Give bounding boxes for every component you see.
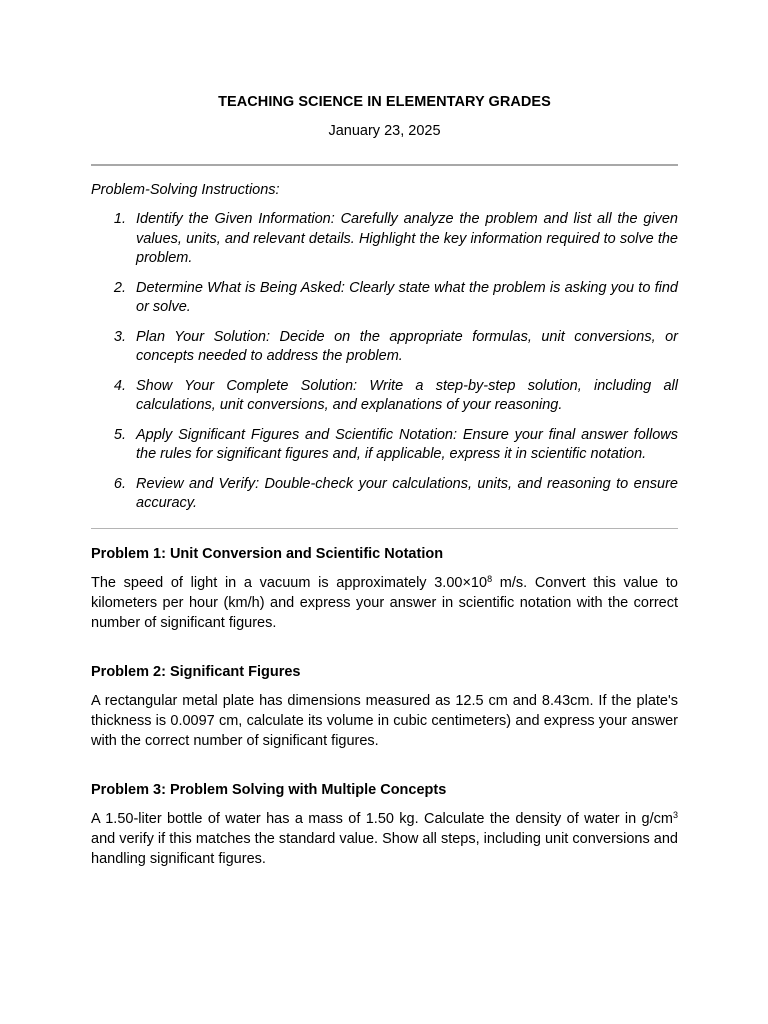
instruction-text: Show Your Complete Solution: Write a step-by-step solution, including all calculations, unit conversions, and explanations of your reasoning. bbox=[136, 377, 678, 413]
instruction-text: Review and Verify: Double-check your calculations, units, and reasoning to ensure accuracy. bbox=[136, 475, 678, 511]
instruction-number: 2. bbox=[113, 279, 126, 296]
instruction-number: 3. bbox=[113, 328, 126, 345]
instruction-number: 4. bbox=[113, 377, 126, 394]
exponent: 8 bbox=[487, 573, 493, 584]
instructions-heading: Problem-Solving Instructions: bbox=[91, 182, 280, 198]
exponent: 3 bbox=[672, 809, 678, 820]
problem-title: Problem 2: Significant Figures bbox=[91, 663, 301, 680]
problem-1 bbox=[91, 544, 678, 633]
instruction-text: Determine What is Being Asked: Clearly state what the problem is asking you to find or solve. bbox=[136, 279, 678, 315]
instruction-number: 1. bbox=[113, 211, 126, 227]
header-divider bbox=[91, 164, 678, 166]
instruction-text: Identify the Given Information: Carefully analyze the problem and list all the given values, units, and relevant details. Highlight the key information required to solve the problem. bbox=[136, 211, 678, 266]
problem-3 bbox=[91, 780, 678, 869]
instructions-list bbox=[91, 210, 678, 514]
document-page bbox=[91, 92, 678, 869]
instruction-text: Plan Your Solution: Decide on the appropriate formulas, unit conversions, or concepts needed to address the problem. bbox=[136, 328, 678, 364]
problem-body: The speed of light in a vacuum is approximately $3.00\times 10^8$ m/s. Convert this value to kilometers per hour (km/h) and express your answer in scientific notation with the correct number of significant figures. bbox=[91, 573, 678, 631]
instruction-item bbox=[91, 210, 678, 269]
problem-title: Problem 3: Problem Solving with Multiple Concepts bbox=[91, 781, 447, 798]
problem-body: A rectangular metal plate has dimensions measured as 12.5 cm and 8.43cm. If the plate's thickness is 0.0097 cm, calculate its volume in cubic centimeters) and express your answer with the correct number of significant figures. bbox=[91, 692, 678, 749]
instruction-item bbox=[91, 377, 678, 416]
instruction-number: 5. bbox=[113, 426, 126, 443]
instruction-number: 6. bbox=[113, 475, 126, 492]
problem-body: A 1.50-liter bottle of water has a mass of 1.50 kg. Calculate the density of water in $g/cm^3$ and verify if this matches the standard value. Show all steps, including unit conversions and handling significant figures. bbox=[91, 809, 678, 867]
instruction-item bbox=[91, 475, 678, 514]
document-title: TEACHING SCIENCE IN ELEMENTARY GRADES bbox=[218, 94, 551, 110]
problem-2 bbox=[91, 662, 678, 751]
problem-title: Problem 1: Unit Conversion and Scientific Notation bbox=[91, 545, 444, 562]
instruction-text: Apply Significant Figures and Scientific Notation: Ensure your final answer follows the rules for significant figures and, if applicable, express it in scientific notation. bbox=[136, 426, 678, 462]
instruction-item bbox=[91, 328, 678, 367]
document-date: January 23, 2025 bbox=[328, 123, 441, 139]
instructions-divider bbox=[91, 528, 678, 529]
instruction-item bbox=[91, 279, 678, 318]
instruction-item bbox=[91, 426, 678, 465]
